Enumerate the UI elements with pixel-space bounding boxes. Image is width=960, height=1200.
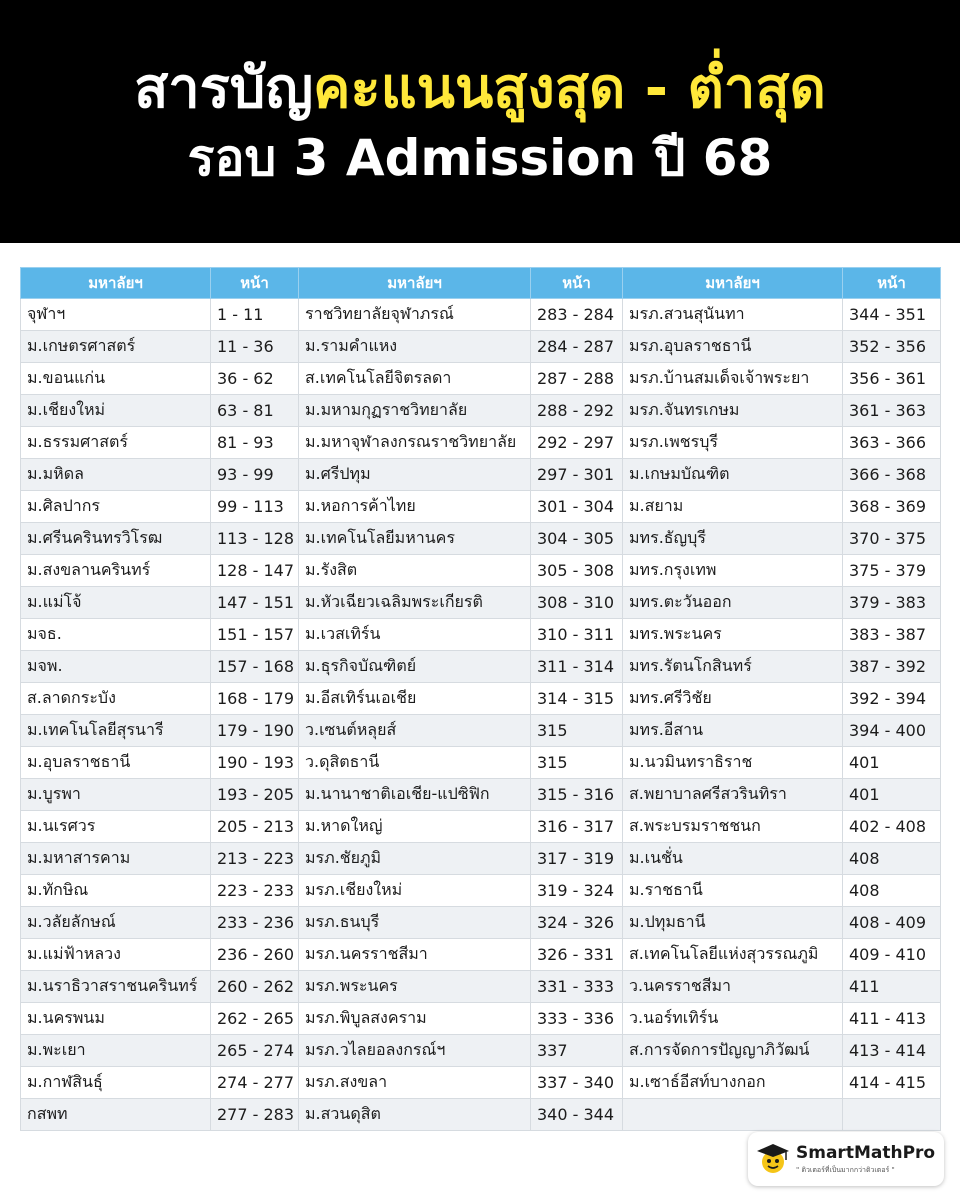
university-cell: มรภ.วไลยอลงกรณ์ฯ — [299, 1035, 531, 1067]
page-range-cell: 401 — [843, 747, 941, 779]
table-row — [21, 587, 941, 619]
table-row — [21, 555, 941, 587]
university-cell: ม.ปทุมธานี — [623, 907, 843, 939]
university-cell: ราชวิทยาลัยจุฬาภรณ์ — [299, 299, 531, 331]
page-range-cell: 288 - 292 — [531, 395, 623, 427]
page-range-cell: 363 - 366 — [843, 427, 941, 459]
university-cell: มรภ.เชียงใหม่ — [299, 875, 531, 907]
university-cell: ม.เทคโนโลยีสุรนารี — [21, 715, 211, 747]
page-range-cell: 93 - 99 — [211, 459, 299, 491]
university-cell: ม.นวมินทราธิราช — [623, 747, 843, 779]
page-range-cell: 315 — [531, 747, 623, 779]
table-row — [21, 811, 941, 843]
university-cell: มรภ.บ้านสมเด็จเจ้าพระยา — [623, 363, 843, 395]
university-cell: มรภ.อุบลราชธานี — [623, 331, 843, 363]
university-cell: ม.แม่ฟ้าหลวง — [21, 939, 211, 971]
page-range-cell: 297 - 301 — [531, 459, 623, 491]
table-row — [21, 299, 941, 331]
page-range-cell: 260 - 262 — [211, 971, 299, 1003]
page-range-cell: 370 - 375 — [843, 523, 941, 555]
university-cell: มทร.พระนคร — [623, 619, 843, 651]
university-cell: ม.อีสเทิร์นเอเชีย — [299, 683, 531, 715]
university-cell: ม.เกษมบัณฑิต — [623, 459, 843, 491]
university-cell: มรภ.พระนคร — [299, 971, 531, 1003]
column-header-page: หน้า — [531, 268, 623, 299]
page-range-cell: 408 — [843, 843, 941, 875]
university-cell: มรภ.จันทรเกษม — [623, 395, 843, 427]
page-range-cell: 128 - 147 — [211, 555, 299, 587]
university-cell: ม.รามคำแหง — [299, 331, 531, 363]
university-cell: ส.การจัดการปัญญาภิวัฒน์ — [623, 1035, 843, 1067]
university-cell: ม.เชียงใหม่ — [21, 395, 211, 427]
page-range-cell: 379 - 383 — [843, 587, 941, 619]
column-header-university: มหาลัยฯ — [21, 268, 211, 299]
page-range-cell: 205 - 213 — [211, 811, 299, 843]
page-range-cell: 277 - 283 — [211, 1099, 299, 1131]
page-range-cell: 383 - 387 — [843, 619, 941, 651]
university-cell: จุฬาฯ — [21, 299, 211, 331]
page-range-cell: 113 - 128 — [211, 523, 299, 555]
page-range-cell: 324 - 326 — [531, 907, 623, 939]
page-range-cell: 352 - 356 — [843, 331, 941, 363]
university-cell — [623, 1099, 843, 1131]
page-range-cell: 11 - 36 — [211, 331, 299, 363]
column-header-university: มหาลัยฯ — [299, 268, 531, 299]
page-subtitle: รอบ 3 Admission ปี 68 — [187, 128, 773, 187]
page-range-cell: 311 - 314 — [531, 651, 623, 683]
page-range-cell: 387 - 392 — [843, 651, 941, 683]
university-cell: ส.พระบรมราชชนก — [623, 811, 843, 843]
university-cell: ม.เทคโนโลยีมหานคร — [299, 523, 531, 555]
university-cell: ม.ขอนแก่น — [21, 363, 211, 395]
university-cell: ม.นานาชาติเอเชีย-แปซิฟิก — [299, 779, 531, 811]
page-range-cell: 401 — [843, 779, 941, 811]
page-range-cell: 411 - 413 — [843, 1003, 941, 1035]
page-range-cell: 265 - 274 — [211, 1035, 299, 1067]
university-cell: ส.เทคโนโลยีจิตรลดา — [299, 363, 531, 395]
brand-tagline: " ติวเตอร์ที่เป็นมากกว่าติวเตอร์ " — [796, 1165, 895, 1174]
page-range-cell: 36 - 62 — [211, 363, 299, 395]
page-range-cell: 308 - 310 — [531, 587, 623, 619]
table-header — [21, 268, 941, 299]
page-range-cell: 179 - 190 — [211, 715, 299, 747]
page-range-cell: 304 - 305 — [531, 523, 623, 555]
table-row — [21, 971, 941, 1003]
university-cell: ม.นเรศวร — [21, 811, 211, 843]
university-cell: ม.รังสิต — [299, 555, 531, 587]
university-cell: มทร.ธัญบุรี — [623, 523, 843, 555]
university-cell: มจธ. — [21, 619, 211, 651]
page-range-cell: 262 - 265 — [211, 1003, 299, 1035]
page-range-cell: 366 - 368 — [843, 459, 941, 491]
university-cell: ม.มหามกุฏราชวิทยาลัย — [299, 395, 531, 427]
table-row — [21, 683, 941, 715]
university-cell: ม.ธุรกิจบัณฑิตย์ — [299, 651, 531, 683]
page-range-cell: 213 - 223 — [211, 843, 299, 875]
page-range-cell: 408 - 409 — [843, 907, 941, 939]
university-cell: มรภ.สวนสุนันทา — [623, 299, 843, 331]
page-range-cell: 310 - 311 — [531, 619, 623, 651]
university-cell: ม.เกษตรศาสตร์ — [21, 331, 211, 363]
table-row — [21, 619, 941, 651]
university-cell: ว.นครราชสีมา — [623, 971, 843, 1003]
university-cell: ว.เซนต์หลุยส์ — [299, 715, 531, 747]
page-range-cell: 193 - 205 — [211, 779, 299, 811]
page-range-cell: 287 - 288 — [531, 363, 623, 395]
brand-logo — [748, 1132, 944, 1186]
table-row — [21, 363, 941, 395]
brand-smart: SmartMath — [796, 1142, 903, 1163]
university-cell: มทร.อีสาน — [623, 715, 843, 747]
page-range-cell: 402 - 408 — [843, 811, 941, 843]
university-cell: ว.นอร์ทเทิร์น — [623, 1003, 843, 1035]
table-body — [21, 299, 941, 1131]
university-cell: ม.ศิลปากร — [21, 491, 211, 523]
page-range-cell: 316 - 317 — [531, 811, 623, 843]
university-cell: มรภ.สงขลา — [299, 1067, 531, 1099]
university-cell: ม.หาดใหญ่ — [299, 811, 531, 843]
page-range-cell: 409 - 410 — [843, 939, 941, 971]
university-cell: ม.วลัยลักษณ์ — [21, 907, 211, 939]
page-range-cell: 319 - 324 — [531, 875, 623, 907]
page-range-cell: 81 - 93 — [211, 427, 299, 459]
university-cell: มรภ.ธนบุรี — [299, 907, 531, 939]
university-cell: ม.หัวเฉียวเฉลิมพระเกียรติ — [299, 587, 531, 619]
university-cell: ม.สวนดุสิต — [299, 1099, 531, 1131]
page-range-cell: 283 - 284 — [531, 299, 623, 331]
university-cell: ม.มหาจุฬาลงกรณราชวิทยาลัย — [299, 427, 531, 459]
column-header-page: หน้า — [211, 268, 299, 299]
university-cell: ม.อุบลราชธานี — [21, 747, 211, 779]
page-range-cell: 331 - 333 — [531, 971, 623, 1003]
university-cell: มรภ.เพชรบุรี — [623, 427, 843, 459]
university-cell: ม.หอการค้าไทย — [299, 491, 531, 523]
university-cell: ม.เซาธ์อีสท์บางกอก — [623, 1067, 843, 1099]
page-range-cell: 368 - 369 — [843, 491, 941, 523]
university-cell: มรภ.ชัยภูมิ — [299, 843, 531, 875]
brand-pro: Pro — [902, 1142, 936, 1163]
page-range-cell: 413 - 414 — [843, 1035, 941, 1067]
university-cell: ม.เวสเทิร์น — [299, 619, 531, 651]
page-range-cell: 63 - 81 — [211, 395, 299, 427]
header-row — [21, 268, 941, 299]
page-range-cell: 274 - 277 — [211, 1067, 299, 1099]
graduation-cap-icon — [756, 1142, 790, 1176]
university-cell: มทร.ตะวันออก — [623, 587, 843, 619]
table-of-contents — [20, 267, 941, 1131]
page-range-cell: 344 - 351 — [843, 299, 941, 331]
page-range-cell: 361 - 363 — [843, 395, 941, 427]
university-cell: ม.มหิดล — [21, 459, 211, 491]
university-cell: ม.เนชั่น — [623, 843, 843, 875]
page-range-cell: 157 - 168 — [211, 651, 299, 683]
column-header-university: มหาลัยฯ — [623, 268, 843, 299]
university-cell: ส.พยาบาลศรีสวรินทิรา — [623, 779, 843, 811]
page-range-cell: 356 - 361 — [843, 363, 941, 395]
university-cell: ม.นราธิวาสราชนครินทร์ — [21, 971, 211, 1003]
page-range-cell: 317 - 319 — [531, 843, 623, 875]
page-range-cell: 314 - 315 — [531, 683, 623, 715]
page-range-cell: 147 - 151 — [211, 587, 299, 619]
page-range-cell: 326 - 331 — [531, 939, 623, 971]
page-range-cell: 337 - 340 — [531, 1067, 623, 1099]
page-range-cell: 236 - 260 — [211, 939, 299, 971]
page-range-cell: 301 - 304 — [531, 491, 623, 523]
table-row — [21, 331, 941, 363]
page-range-cell: 292 - 297 — [531, 427, 623, 459]
university-cell: ม.ศรีปทุม — [299, 459, 531, 491]
title-highlight: คะแนนสูงสุด - ต่ำสุด — [313, 55, 826, 121]
table-row — [21, 427, 941, 459]
page-range-cell: 305 - 308 — [531, 555, 623, 587]
page-range-cell: 394 - 400 — [843, 715, 941, 747]
page-range-cell: 233 - 236 — [211, 907, 299, 939]
page-range-cell: 168 - 179 — [211, 683, 299, 715]
table-row — [21, 715, 941, 747]
page-range-cell: 223 - 233 — [211, 875, 299, 907]
page-range-cell: 375 - 379 — [843, 555, 941, 587]
page-range-cell: 340 - 344 — [531, 1099, 623, 1131]
table-row — [21, 651, 941, 683]
university-cell: ว.ดุสิตธานี — [299, 747, 531, 779]
brand-name — [796, 1143, 935, 1163]
table-row — [21, 491, 941, 523]
table-row — [21, 939, 941, 971]
university-cell: มทร.ศรีวิชัย — [623, 683, 843, 715]
university-cell: มทร.รัตนโกสินทร์ — [623, 651, 843, 683]
table-row — [21, 1003, 941, 1035]
page-range-cell — [843, 1099, 941, 1131]
page-range-cell: 411 — [843, 971, 941, 1003]
page-range-cell: 99 - 113 — [211, 491, 299, 523]
university-cell: มทร.กรุงเทพ — [623, 555, 843, 587]
university-cell: ม.ธรรมศาสตร์ — [21, 427, 211, 459]
table-row — [21, 1067, 941, 1099]
title-white: สารบัญ — [134, 55, 314, 121]
table-row — [21, 1099, 941, 1131]
table-row — [21, 907, 941, 939]
university-cell: ม.บูรพา — [21, 779, 211, 811]
university-cell: ม.สยาม — [623, 491, 843, 523]
page-range-cell: 337 — [531, 1035, 623, 1067]
column-header-page: หน้า — [843, 268, 941, 299]
page-range-cell: 190 - 193 — [211, 747, 299, 779]
table-row — [21, 779, 941, 811]
table-row — [21, 843, 941, 875]
university-cell: ม.ราชธานี — [623, 875, 843, 907]
table-row — [21, 395, 941, 427]
university-cell: ส.เทคโนโลยีแห่งสุวรรณภูมิ — [623, 939, 843, 971]
table-row — [21, 875, 941, 907]
university-cell: ม.แม่โจ้ — [21, 587, 211, 619]
university-cell: ม.ทักษิณ — [21, 875, 211, 907]
university-cell: มรภ.นครราชสีมา — [299, 939, 531, 971]
table-row — [21, 1035, 941, 1067]
page-range-cell: 151 - 157 — [211, 619, 299, 651]
university-cell: มรภ.พิบูลสงคราม — [299, 1003, 531, 1035]
university-cell: ม.มหาสารคาม — [21, 843, 211, 875]
page-range-cell: 392 - 394 — [843, 683, 941, 715]
table-row — [21, 523, 941, 555]
university-cell: กสพท — [21, 1099, 211, 1131]
university-cell: ม.พะเยา — [21, 1035, 211, 1067]
table-row — [21, 747, 941, 779]
university-cell: ม.ศรีนครินทรวิโรฒ — [21, 523, 211, 555]
table-row — [21, 459, 941, 491]
university-cell: ม.สงขลานครินทร์ — [21, 555, 211, 587]
page-range-cell: 284 - 287 — [531, 331, 623, 363]
page-range-cell: 333 - 336 — [531, 1003, 623, 1035]
page-range-cell: 1 - 11 — [211, 299, 299, 331]
university-cell: มจพ. — [21, 651, 211, 683]
page-range-cell: 414 - 415 — [843, 1067, 941, 1099]
page-range-cell: 315 — [531, 715, 623, 747]
header-banner — [0, 0, 960, 243]
page-range-cell: 315 - 316 — [531, 779, 623, 811]
university-cell: ม.นครพนม — [21, 1003, 211, 1035]
university-cell: ส.ลาดกระบัง — [21, 683, 211, 715]
page-title — [134, 53, 826, 125]
page-range-cell: 408 — [843, 875, 941, 907]
university-cell: ม.กาฬสินธุ์ — [21, 1067, 211, 1099]
